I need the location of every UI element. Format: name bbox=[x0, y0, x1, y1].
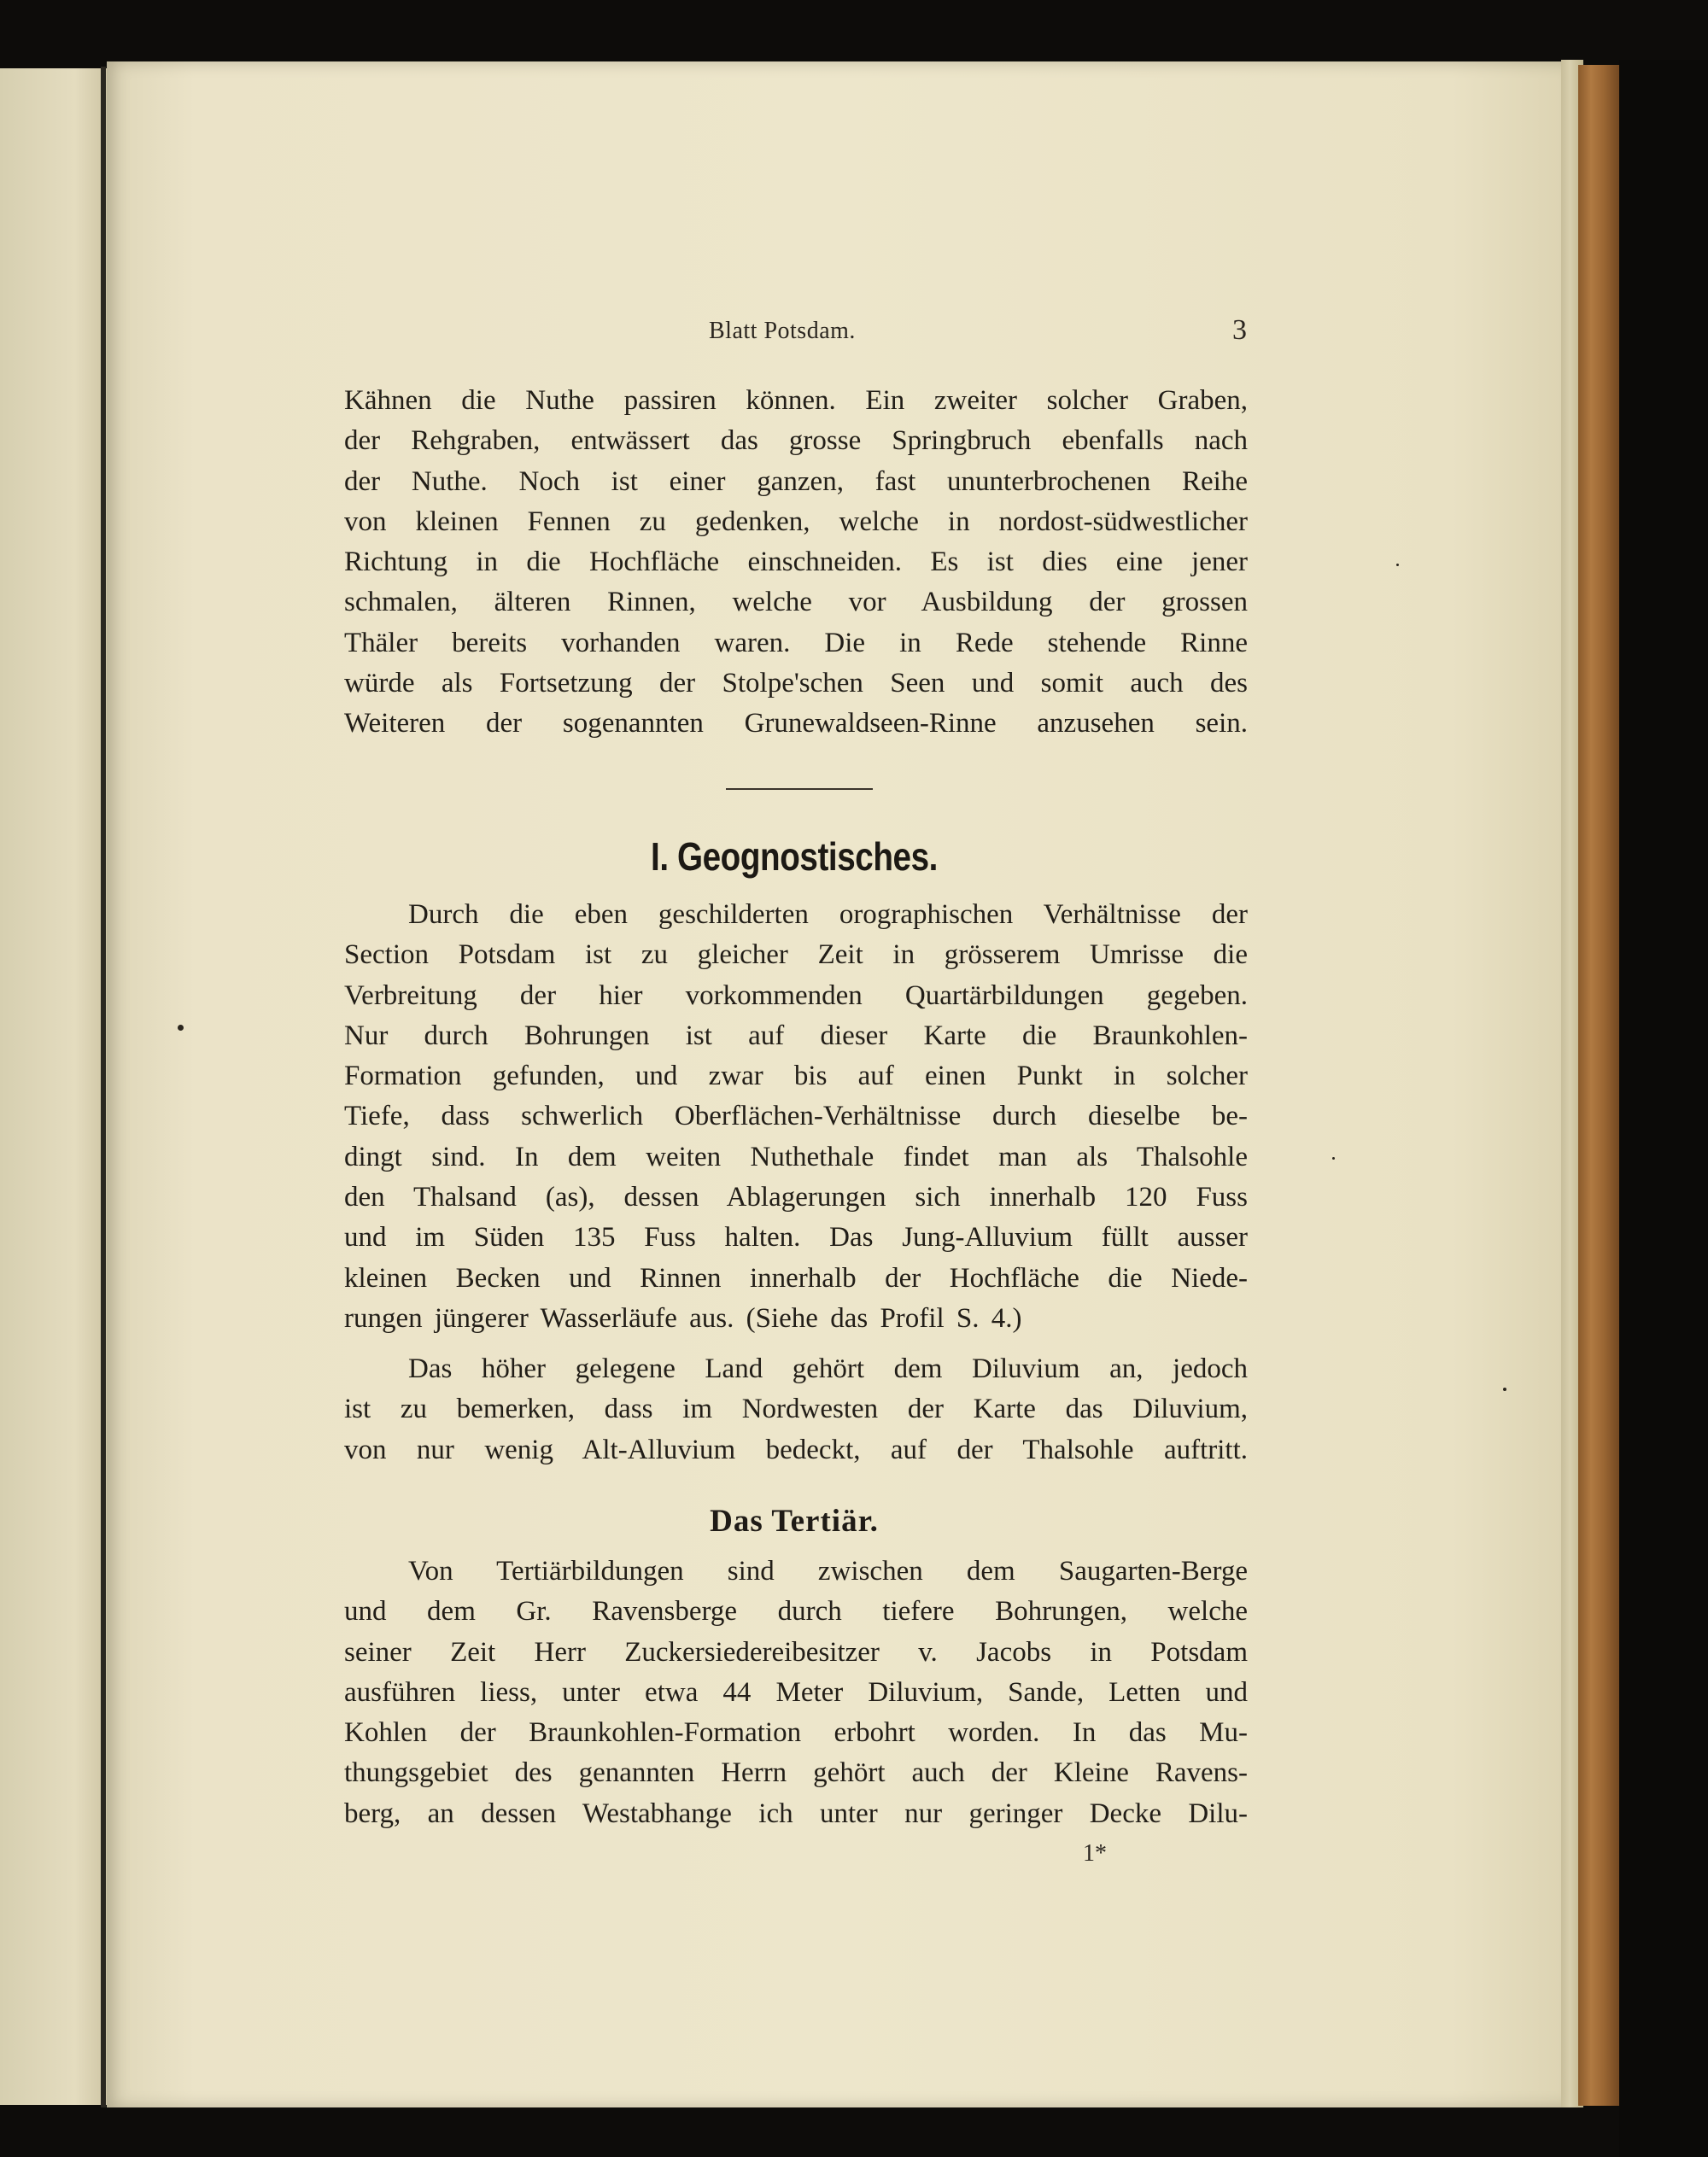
text-line: Das höher gelegene Land gehört dem Diluvium an, jedoch bbox=[408, 1353, 1248, 1384]
gutter-shadow bbox=[101, 67, 106, 2107]
text-line: der Nuthe. Noch ist einer ganzen, fast ununterbrochenen Reihe bbox=[344, 465, 1248, 497]
page-number: 3 bbox=[1232, 314, 1247, 346]
running-header bbox=[709, 314, 1247, 352]
text-line: Weiteren der sogenannten Grunewaldseen-Rinne anzusehen sein. bbox=[344, 708, 1248, 739]
text-line: seiner Zeit Herr Zuckersiedereibesitzer v. Jacobs in Potsdam bbox=[344, 1636, 1248, 1668]
text-line: würde als Fortsetzung der Stolpe'schen Seen und somit auch des bbox=[344, 668, 1248, 699]
ink-speck bbox=[1332, 1157, 1335, 1160]
ink-speck bbox=[1503, 1388, 1506, 1391]
section-divider bbox=[726, 788, 873, 790]
left-page-edge bbox=[0, 68, 107, 2105]
ink-speck bbox=[178, 1025, 184, 1031]
section-heading: I. Geognostisches. bbox=[651, 834, 938, 879]
text-line: Durch die eben geschilderten orographischen Verhältnisse der bbox=[408, 899, 1248, 930]
text-line: und dem Gr. Ravensberge durch tiefere Bohrungen, welche bbox=[344, 1596, 1248, 1628]
paragraph-3 bbox=[344, 1349, 1248, 1470]
paragraph-4 bbox=[344, 1552, 1248, 1834]
text-line: von kleinen Fennen zu gedenken, welche in nordost-südwestlicher bbox=[344, 506, 1248, 537]
text-line: Kähnen die Nuthe passiren können. Ein zweiter solcher Graben, bbox=[344, 385, 1248, 416]
scan-border bbox=[1619, 60, 1708, 2157]
text-line: den Thalsand (as), dessen Ablagerungen sich innerhalb 120 Fuss bbox=[344, 1182, 1248, 1213]
running-title: Blatt Potsdam. bbox=[709, 318, 856, 344]
text-line: Section Potsdam ist zu gleicher Zeit in grösserem Umrisse die bbox=[344, 939, 1248, 971]
text-line: Nur durch Bohrungen ist auf dieser Karte die Braunkohlen- bbox=[344, 1020, 1248, 1051]
text-line: Thäler bereits vorhanden waren. Die in Rede stehende Rinne bbox=[344, 627, 1248, 658]
text-line: Tiefe, dass schwerlich Oberflächen-Verhältnisse durch dieselbe be- bbox=[344, 1101, 1248, 1132]
paragraph-2 bbox=[344, 895, 1248, 1339]
ink-speck bbox=[1396, 564, 1399, 566]
paragraph-1 bbox=[344, 381, 1248, 745]
text-line: von nur wenig Alt-Alluvium bedeckt, auf der Thalsohle auftritt. bbox=[344, 1434, 1248, 1465]
text-line: rungen jüngerer Wasserläufe aus. (Siehe das Profil S. 4.) bbox=[344, 1302, 1022, 1334]
text-line: schmalen, älteren Rinnen, welche vor Ausbildung der grossen bbox=[344, 587, 1248, 618]
text-line: ist zu bemerken, dass im Nordwesten der Karte das Diluvium, bbox=[344, 1394, 1248, 1425]
text-line: Formation gefunden, und zwar bis auf einen Punkt in solcher bbox=[344, 1061, 1248, 1092]
text-line: Kohlen der Braunkohlen-Formation erbohrt worden. In das Mu- bbox=[344, 1717, 1248, 1749]
text-line: Richtung in die Hochfläche einschneiden. Es ist dies eine jener bbox=[344, 547, 1248, 578]
signature-mark: 1* bbox=[1083, 1840, 1107, 1867]
text-line: kleinen Becken und Rinnen innerhalb der Hochfläche die Niede- bbox=[344, 1262, 1248, 1294]
text-line: und im Süden 135 Fuss halten. Das Jung-Alluvium füllt ausser bbox=[344, 1222, 1248, 1254]
text-line: Von Tertiärbildungen sind zwischen dem Saugarten-Berge bbox=[408, 1556, 1248, 1587]
book-cover-edge bbox=[1578, 65, 1621, 2106]
text-line: ausführen liess, unter etwa 44 Meter Diluvium, Sande, Letten und bbox=[344, 1676, 1248, 1708]
text-line: Verbreitung der hier vorkommenden Quartärbildungen gegeben. bbox=[344, 979, 1248, 1011]
text-line: der Rehgraben, entwässert das grosse Springbruch ebenfalls nach bbox=[344, 425, 1248, 457]
subsection-heading: Das Tertiär. bbox=[710, 1504, 879, 1539]
text-line: thungsgebiet des genannten Herrn gehört auch der Kleine Ravens- bbox=[344, 1757, 1248, 1789]
text-line: dingt sind. In dem weiten Nuthethale findet man als Thalsohle bbox=[344, 1141, 1248, 1172]
text-line: berg, an dessen Westabhange ich unter nur geringer Decke Dilu- bbox=[344, 1798, 1248, 1829]
